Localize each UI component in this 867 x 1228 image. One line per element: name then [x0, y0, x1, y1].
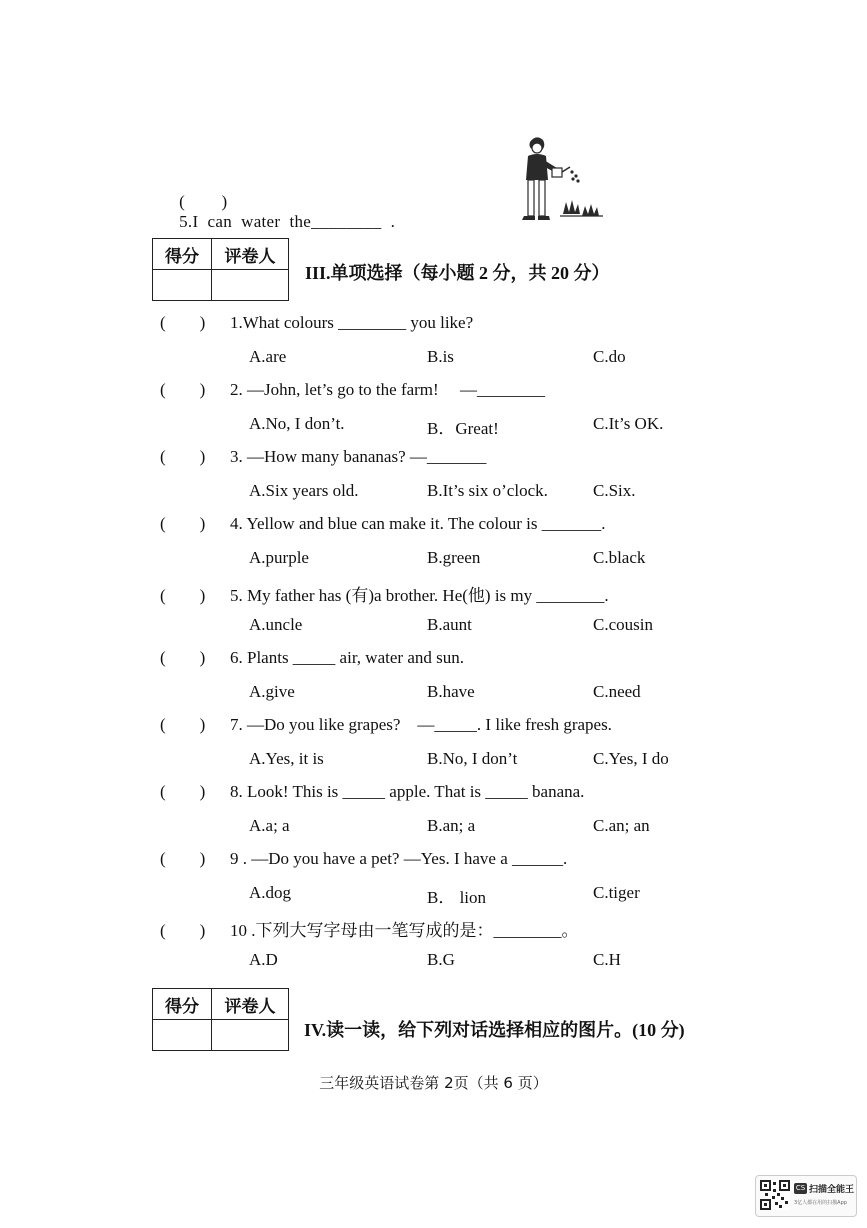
section-3-title: III.单项选择（每小题 2 分，共 20 分）	[305, 263, 610, 283]
section-4-title: IV.读一读，给下列对话选择相应的图片。(10 分)	[304, 1020, 685, 1040]
question-text: 2. —John, let’s go to the farm! —________	[230, 380, 545, 399]
question-7	[160, 715, 612, 735]
answer-paren[interactable]: ( )	[160, 849, 206, 868]
score-table-section-3	[152, 238, 289, 301]
grader-cell[interactable]	[212, 1020, 289, 1051]
option-a: A.D	[249, 950, 278, 969]
score-cell[interactable]	[153, 270, 212, 301]
question-8	[160, 782, 584, 802]
question-text: 5. My father has (有)a brother. He(他) is my ________.	[230, 586, 609, 605]
option-b: B.G	[427, 950, 455, 969]
grader-label: 评卷人	[212, 239, 289, 270]
question-5	[160, 581, 609, 606]
option-b: B.No, I don’t	[427, 749, 518, 768]
question-paren[interactable]: ( )	[179, 192, 228, 211]
question-1	[160, 313, 473, 333]
question-text: 9 . —Do you have a pet? —Yes. I have a ______.	[230, 849, 568, 868]
option-a: A.No, I don’t.	[249, 414, 345, 433]
option-b: B.have	[427, 682, 475, 701]
question-9	[160, 849, 567, 869]
option-b: B.It’s six o’clock.	[427, 481, 548, 500]
question-text: 7. —Do you like grapes? —_____. I like fresh grapes.	[230, 715, 612, 734]
answer-paren[interactable]: ( )	[160, 447, 206, 466]
option-a: A.give	[249, 682, 295, 701]
answer-paren[interactable]: ( )	[160, 514, 206, 533]
grader-label: 评卷人	[212, 989, 289, 1020]
option-a: A.dog	[249, 883, 292, 902]
question-10	[160, 916, 579, 941]
score-label: 得分	[153, 989, 212, 1020]
answer-paren[interactable]: ( )	[160, 648, 206, 667]
answer-paren[interactable]: ( )	[160, 380, 206, 399]
question-text: 1.What colours ________ you like?	[230, 313, 474, 332]
option-c: C.Yes, I do	[593, 749, 669, 768]
option-c: C.Six.	[593, 481, 636, 500]
prev-question-5	[170, 172, 395, 232]
question-text: 3. —How many bananas? —_______	[230, 447, 487, 466]
question-2	[160, 380, 545, 400]
option-c: C.black	[593, 548, 646, 567]
stamp-title: 扫描全能王	[809, 1185, 855, 1195]
option-c: C.tiger	[593, 883, 640, 902]
option-c: C.an; an	[593, 816, 650, 835]
option-a: A.Yes, it is	[249, 749, 324, 768]
option-a: A.purple	[249, 548, 309, 567]
score-table-section-4	[152, 988, 289, 1051]
answer-paren[interactable]: ( )	[160, 782, 206, 801]
option-c: C.It’s OK.	[593, 414, 664, 433]
score-label: 得分	[153, 239, 212, 270]
option-b: B.aunt	[427, 615, 472, 634]
option-b: B.an; a	[427, 816, 476, 835]
page-footer: 三年级英语试卷第 2页（共 6 页）	[319, 1074, 548, 1092]
question-3	[160, 447, 486, 467]
grader-cell[interactable]	[212, 270, 289, 301]
qr-code-icon	[760, 1180, 790, 1210]
option-b: B． lion	[427, 888, 487, 907]
option-a: A.uncle	[249, 615, 303, 634]
option-c: C.need	[593, 682, 641, 701]
answer-paren[interactable]: ( )	[160, 313, 206, 332]
camscanner-badge: CS	[795, 1184, 806, 1192]
stamp-subtitle: 3亿人都在用的扫描App	[794, 1200, 847, 1206]
option-b: B.green	[427, 548, 481, 567]
answer-paren[interactable]: ( )	[160, 715, 206, 734]
question-6	[160, 648, 464, 668]
question-text: 6. Plants _____ air, water and sun.	[230, 648, 464, 667]
option-c: C.cousin	[593, 615, 653, 634]
option-c: C.H	[593, 950, 621, 969]
scanner-watermark	[755, 1175, 857, 1217]
question-text: 4. Yellow and blue can make it. The colour is _______.	[230, 514, 606, 533]
question-text: 10 .下列大写字母由一笔写成的是：________。	[230, 921, 579, 940]
option-a: A.a; a	[249, 816, 290, 835]
question-4	[160, 514, 606, 534]
option-b: B.is	[427, 347, 454, 366]
answer-paren[interactable]: ( )	[160, 921, 206, 940]
option-b: B．Great!	[427, 419, 499, 438]
score-cell[interactable]	[153, 1020, 212, 1051]
question-text: 5.I can water the________ .	[179, 212, 396, 231]
option-a: A.Six years old.	[249, 481, 359, 500]
option-a: A.are	[249, 347, 287, 366]
answer-paren[interactable]: ( )	[160, 586, 206, 605]
option-c: C.do	[593, 347, 626, 366]
question-text: 8. Look! This is _____ apple. That is _____ banana.	[230, 782, 585, 801]
watering-plants-illustration	[508, 134, 613, 226]
